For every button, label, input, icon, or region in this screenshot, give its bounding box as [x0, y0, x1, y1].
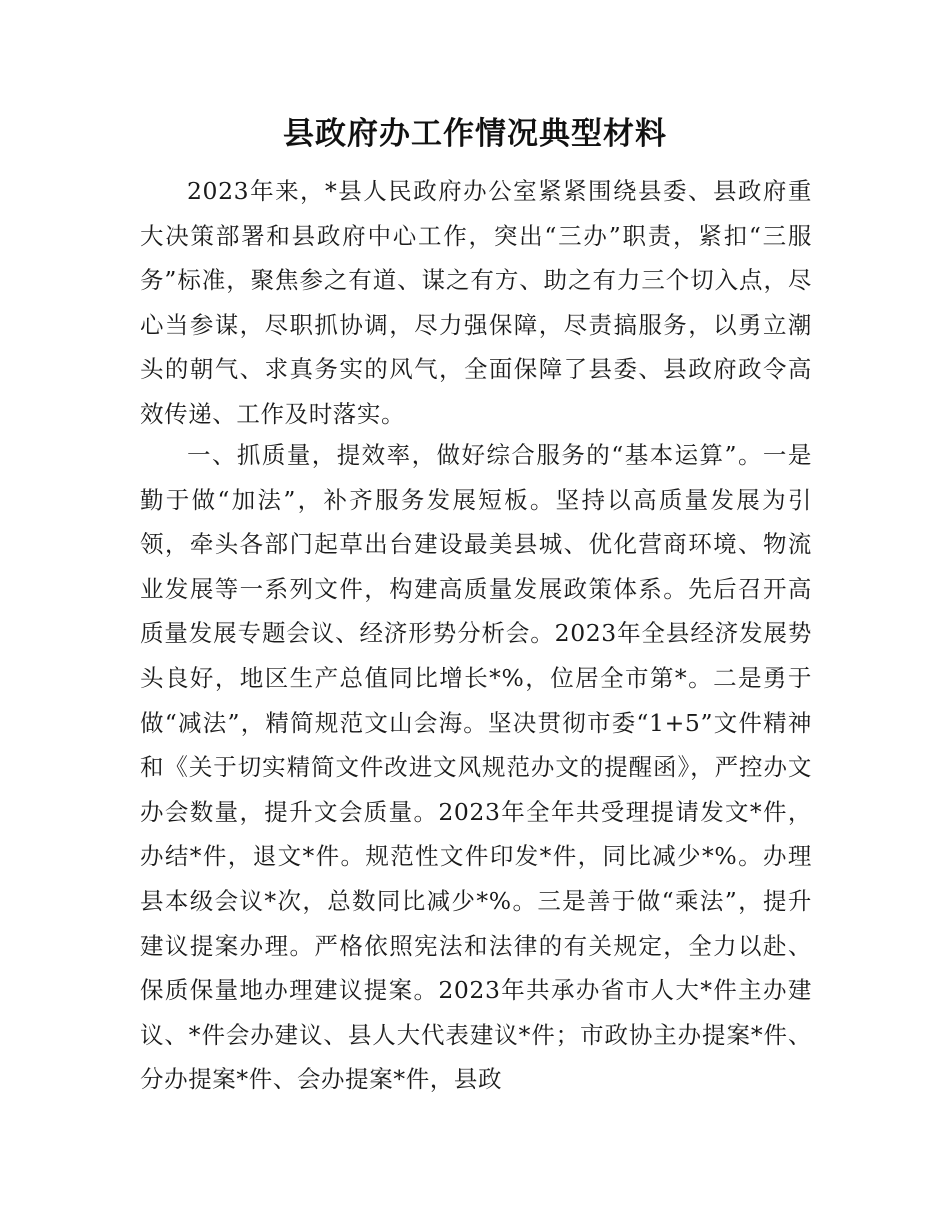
paragraph-intro: 2023年来，*县人民政府办公室紧紧围绕县委、县政府重大决策部署和县政府中心工作，突出“三办”职责，紧扣“三服务”标准，聚焦参之有道、谋之有方、助之有力三个切入点，尽心当参谋，尽职抓协调，尽力强保障，尽责搞服务，以勇立潮头的朝气、求真务实的风气，全面保障了县委、县政府政令高效传递、工作及时落实。 [140, 177, 812, 428]
paragraph-section-one: 一、抓质量，提效率，做好综合服务的“基本运算”。一是勤于做“加法”，补齐服务发展短板。坚持以高质量发展为引领，牵头各部门起草出台建设最美县城、优化营商环境、物流业发展等一系列文件，构建高质量发展政策体系。先后召开高质量发展专题会议、经济形势分析会。2023年全县经济发展势头良好，地区生产总值同比增长*%，位居全市第*。二是勇于做“减法”，精简规范文山会海。坚决贯彻市委“1+5”文件精神和《关于切实精简文件改进文风规范办文的提醒函》，严控办文办会数量，提升文会质量。2023年全年共受理提请发文*件，办结*件，退文*件。规范性文件印发*件，同比减少*%。办理县本级会议*次，总数同比减少*%。三是善于做“乘法”，提升建议提案办理。严格依照宪法和法律的有关规定，全力以赴、保质保量地办理建议提案。2023年共承办省市人大*件主办建议、*件会办建议、县人大代表建议*件；市政协主办提案*件、分办提案*件、会办提案*件，县政 [140, 441, 812, 1094]
document-title: 县政府办工作情况典型材料 [283, 116, 667, 152]
